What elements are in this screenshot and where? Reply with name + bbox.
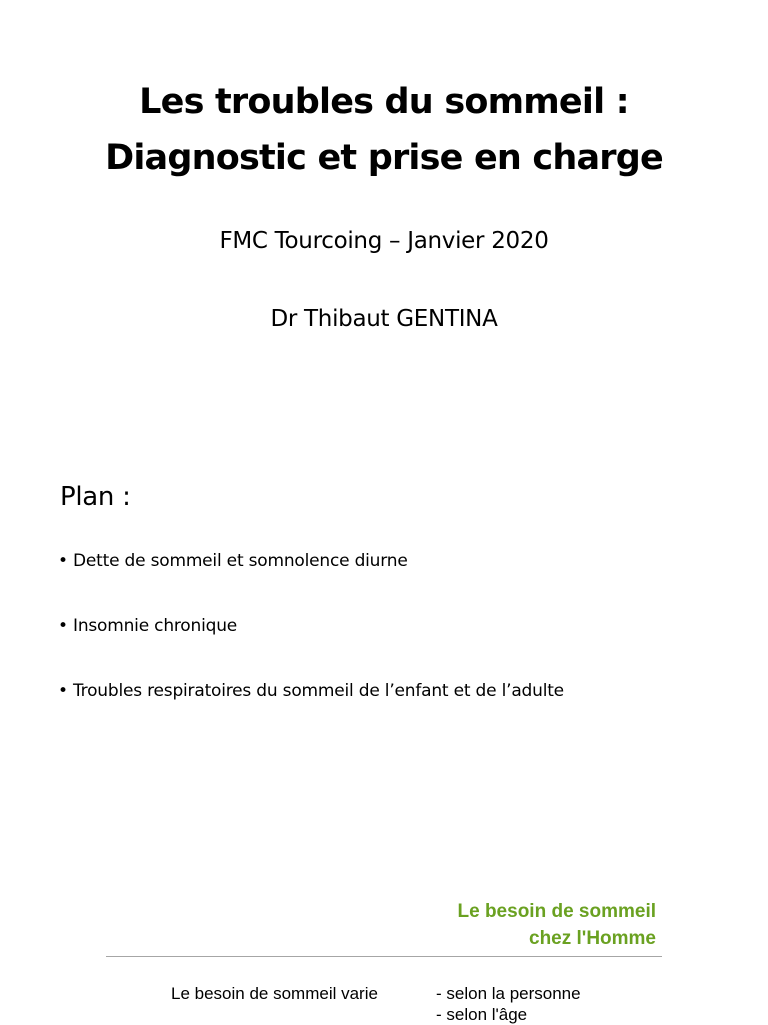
plan-item-label: Troubles respiratoires du sommeil de l’enfant et de l’adulte (73, 681, 564, 701)
plan-item (58, 613, 564, 639)
bullet-icon: • (58, 681, 68, 701)
body-text: Le besoin de sommeil varie (171, 984, 378, 1003)
divider (106, 956, 662, 957)
plan-item (58, 548, 564, 574)
plan-item-label: Insomnie chronique (73, 616, 238, 636)
plan-heading: Plan : (60, 482, 131, 512)
variation-list (436, 983, 581, 1025)
author-name: Dr Thibaut GENTINA (270, 306, 498, 332)
bullet-icon: • (58, 616, 68, 636)
title-line-2: Diagnostic et prise en charge (105, 138, 663, 178)
bullet-icon: • (58, 551, 68, 571)
list-item: - selon la personne (436, 984, 581, 1003)
plan-list (58, 548, 564, 743)
section-title-line-1: Le besoin de sommeil (457, 901, 656, 922)
plan-item (58, 678, 564, 704)
section-title-line-2: chez l'Homme (529, 928, 656, 949)
plan-item-label: Dette de sommeil et somnolence diurne (73, 551, 408, 571)
title-line-1: Les troubles du sommeil : (139, 82, 629, 122)
list-item: - selon l'âge (436, 1005, 528, 1024)
event-subtitle: FMC Tourcoing – Janvier 2020 (219, 228, 549, 254)
section-title (458, 898, 657, 952)
presentation-title (0, 74, 768, 186)
